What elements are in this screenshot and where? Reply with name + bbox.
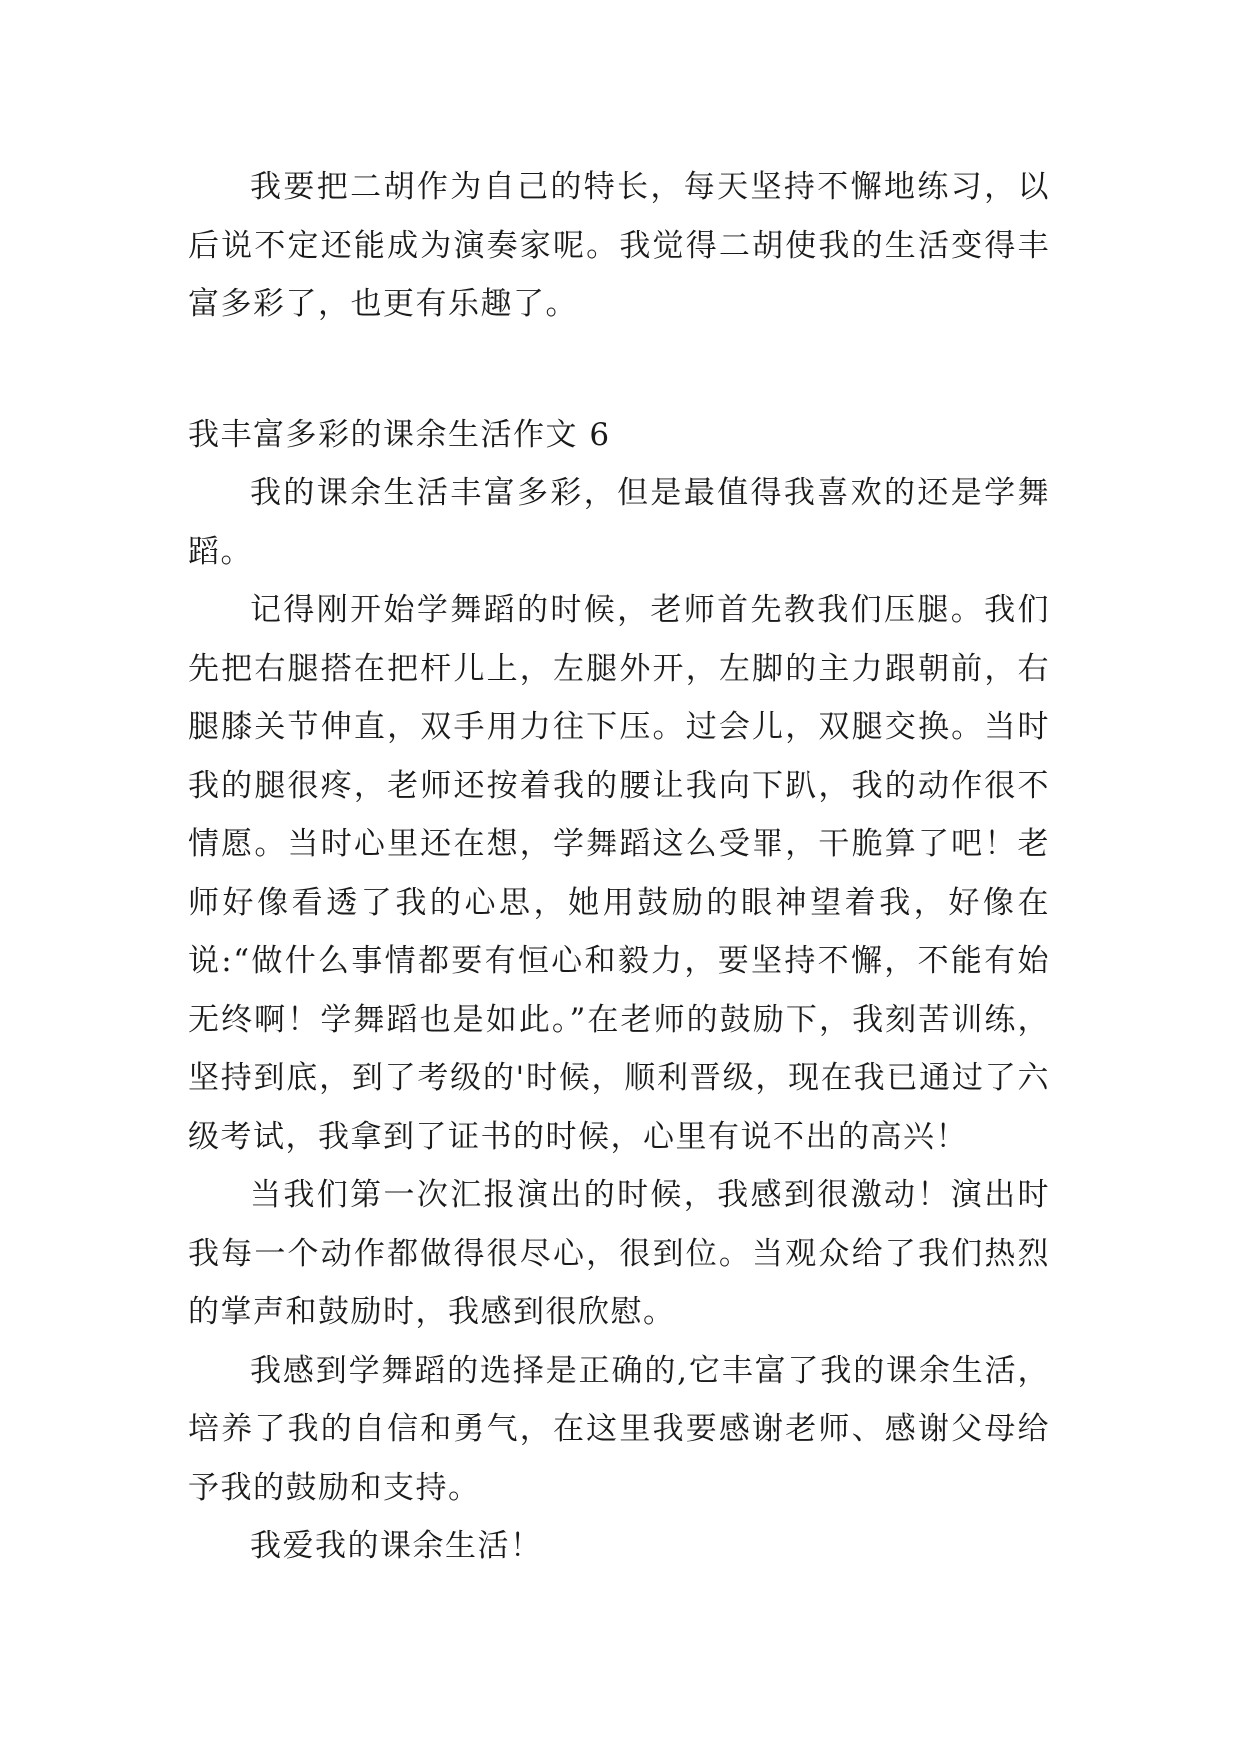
body-paragraph-3: 当我们第一次汇报演出的时候，我感到很激动！演出时我每一个动作都做得很尽心，很到位。当观众给了我们热烈的掌声和鼓励时，我感到很欣慰。	[188, 1177, 1050, 1330]
document-page	[188, 158, 1050, 1576]
section-spacer	[188, 334, 1050, 406]
body-paragraph-1: 我的课余生活丰富多彩，但是最值得我喜欢的还是学舞蹈。	[188, 475, 1050, 570]
body-paragraph-2: 记得刚开始学舞蹈的时候，老师首先教我们压腿。我们先把右腿搭在把杆儿上，左腿外开，左脚的主力跟朝前，右腿膝关节伸直，双手用力往下压。过会儿，双腿交换。当时我的腿很疼，老师还按着我的腰让我向下趴，我的动作很不情愿。当时心里还在想，学舞蹈这么受罪，干脆算了吧！老师好像看透了我的心思，她用鼓励的眼神望着我，好像在说:“做什么事情都要有恒心和毅力，要坚持不懈，不能有始无终啊！学舞蹈也是如此。”在老师的鼓励下，我刻苦训练，坚持到底，到了考级的'时候，顺利晋级，现在我已通过了六级考试，我拿到了证书的时候，心里有说不出的高兴！	[188, 592, 1050, 1155]
body-paragraph-5: 我爱我的课余生活！	[250, 1528, 543, 1564]
section-title: 我丰富多彩的课余生活作文 6	[188, 416, 611, 453]
intro-paragraph: 我要把二胡作为自己的特长，每天坚持不懈地练习，以后说不定还能成为演奏家呢。我觉得二胡使我的生活变得丰富多彩了，也更有乐趣了。	[188, 169, 1050, 322]
body-paragraph-4: 我感到学舞蹈的选择是正确的,它丰富了我的课余生活，培养了我的自信和勇气，在这里我要感谢老师、感谢父母给予我的鼓励和支持。	[188, 1352, 1050, 1506]
